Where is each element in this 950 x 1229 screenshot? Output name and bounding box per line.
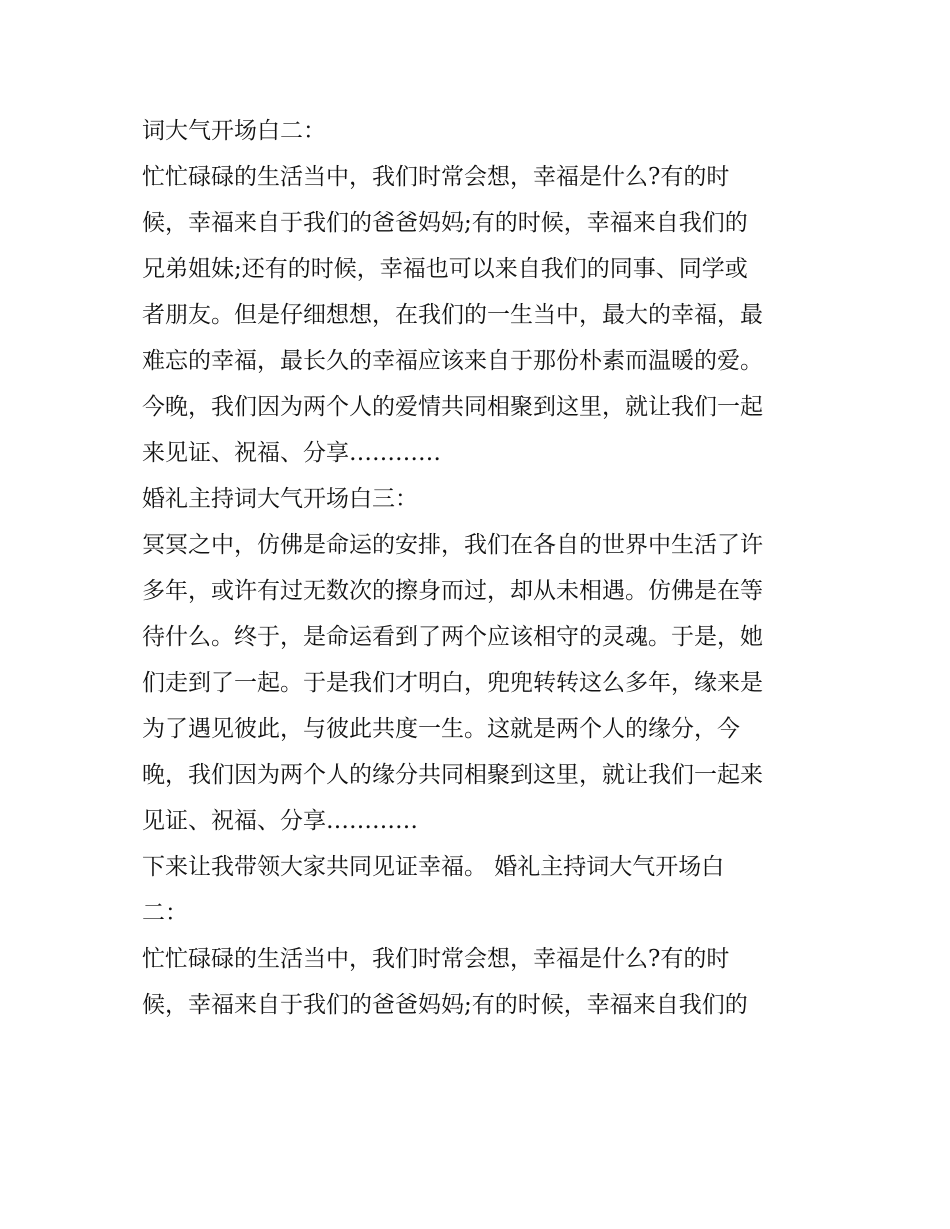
text-line: 忙忙碌碌的生活当中，我们时常会想，幸福是什么?有的时 bbox=[142, 946, 730, 972]
text-line: 者朋友。但是仔细想想，在我们的一生当中，最大的幸福，最 bbox=[142, 302, 763, 328]
text-line: 多年，或许有过无数次的擦身而过，却从未相遇。仿佛是在等 bbox=[142, 578, 763, 604]
text-line: 候，幸福来自于我们的爸爸妈妈;有的时候，幸福来自我们的 bbox=[142, 992, 748, 1018]
document-body bbox=[142, 108, 832, 1028]
text-line: 们走到了一起。于是我们才明白，兜兜转转这么多年，缘来是 bbox=[142, 670, 763, 696]
text-line: 今晚，我们因为两个人的爱情共同相聚到这里，就让我们一起 bbox=[142, 394, 763, 420]
text-line: 下来让我带领大家共同见证幸福。 婚礼主持词大气开场白 bbox=[142, 854, 725, 880]
text-line: 晚，我们因为两个人的缘分共同相聚到这里，就让我们一起来 bbox=[142, 762, 763, 788]
text-line: 兄弟姐妹;还有的时候，幸福也可以来自我们的同事、同学或 bbox=[142, 256, 748, 282]
text-line: 二： bbox=[142, 900, 188, 926]
text-line: 为了遇见彼此，与彼此共度一生。这就是两个人的缘分，今 bbox=[142, 716, 740, 742]
text-line: 见证、祝福、分享………… bbox=[142, 808, 418, 834]
text-line: 忙忙碌碌的生活当中，我们时常会想，幸福是什么?有的时 bbox=[142, 164, 730, 190]
text-line: 来见证、祝福、分享………… bbox=[142, 440, 441, 466]
section-heading: 婚礼主持词大气开场白三： bbox=[142, 486, 418, 512]
text-line: 待什么。终于，是命运看到了两个应该相守的灵魂。于是，她 bbox=[142, 624, 763, 650]
text-line: 候，幸福来自于我们的爸爸妈妈;有的时候，幸福来自我们的 bbox=[142, 210, 748, 236]
text-line: 难忘的幸福，最长久的幸福应该来自于那份朴素而温暖的爱。 bbox=[142, 348, 763, 374]
text-line: 词大气开场白二： bbox=[142, 118, 326, 144]
text-line: 冥冥之中，仿佛是命运的安排，我们在各自的世界中生活了许 bbox=[142, 532, 763, 558]
